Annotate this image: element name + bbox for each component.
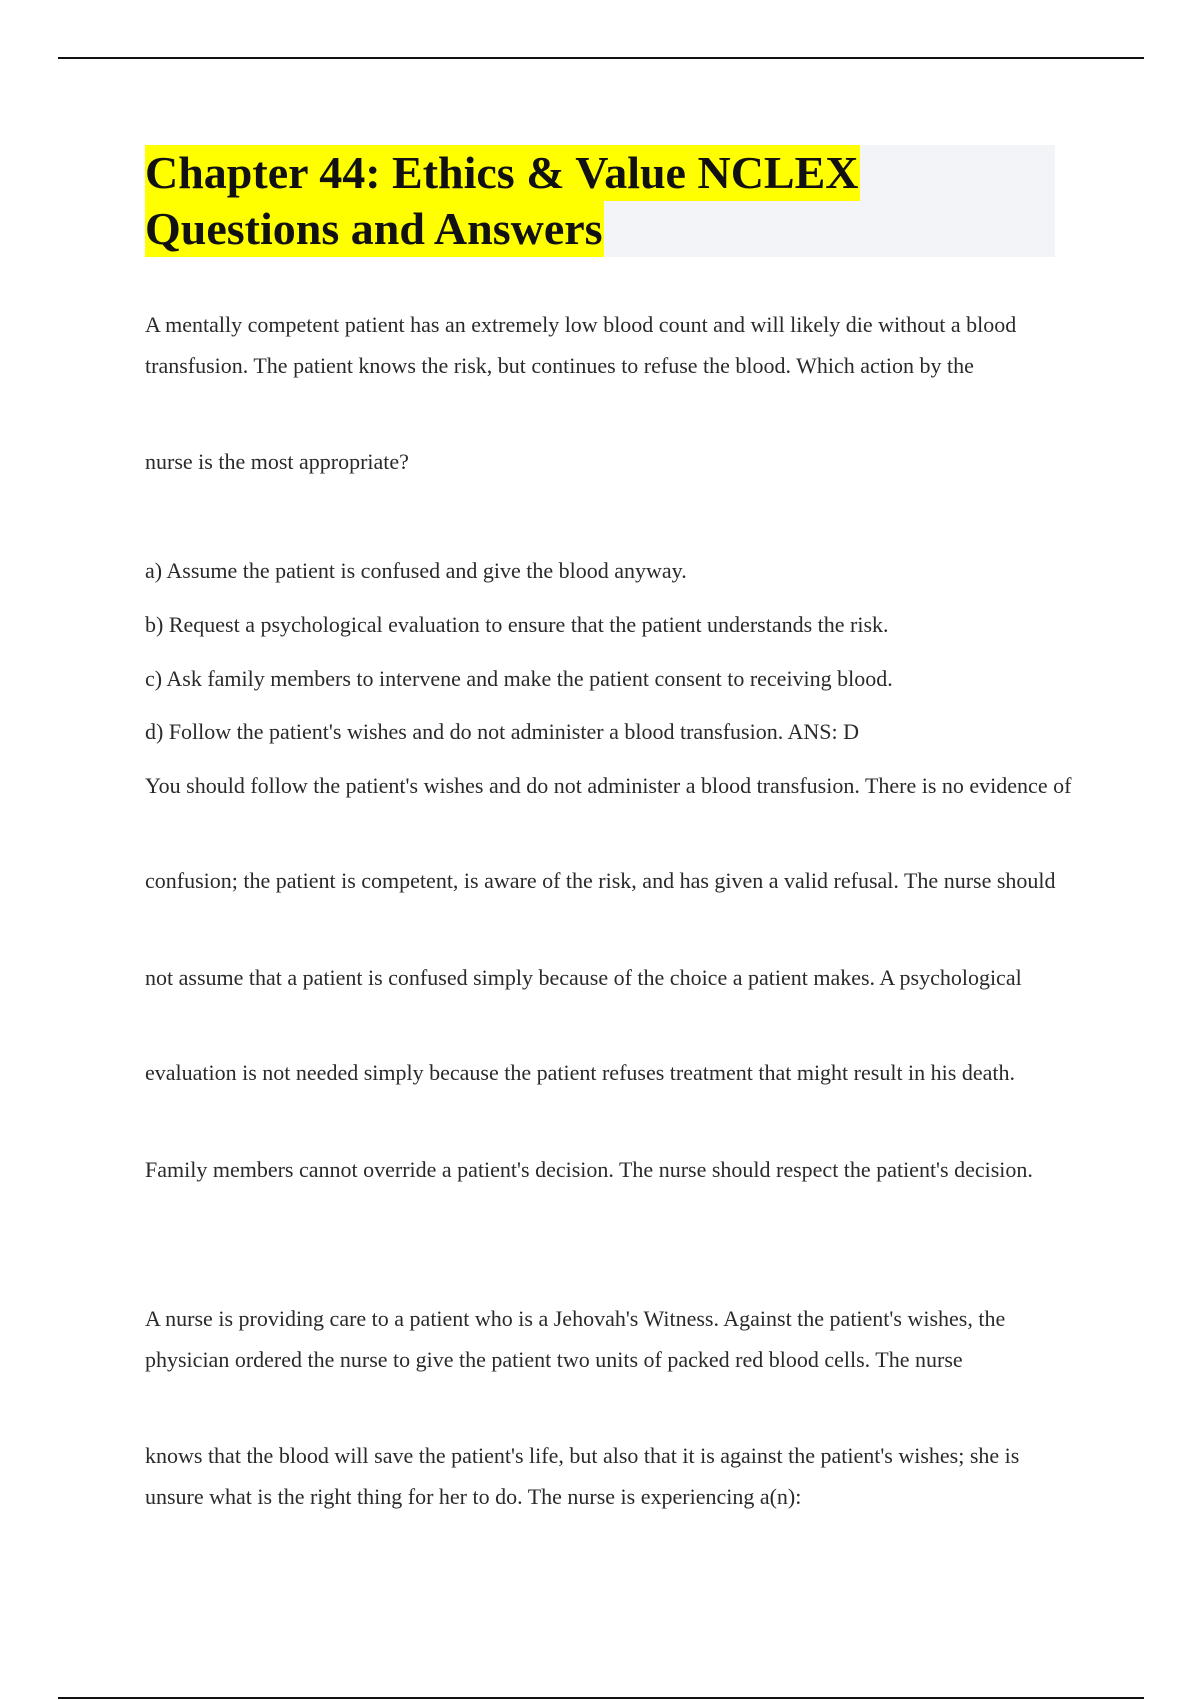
question-1-option-a: a) Assume the patient is confused and give the blood anyway. [145, 558, 687, 583]
question-2-stem-continued: knows that the blood will save the patient's life, but also that it is against the patient's wishes; she is unsure what is the right thing for her to do. The nurse is experiencing a(n): [145, 1443, 1020, 1509]
bottom-rule [58, 1697, 1144, 1699]
top-rule [58, 57, 1144, 59]
document-title [145, 145, 1055, 257]
rationale-paragraph-5: Family members cannot override a patient's decision. The nurse should respect the patient's decision. [145, 1157, 1033, 1182]
question-2-stem: A nurse is providing care to a patient who is a Jehovah's Witness. Against the patient's wishes, the physician ordered the nurse to give the patient two units of packed red blood cells. The nurse [145, 1306, 1006, 1372]
question-1-option-d-answer: d) Follow the patient's wishes and do not administer a blood transfusion. ANS: D [145, 719, 860, 744]
title-line-2: Questions and Answers [145, 201, 604, 257]
title-line-1: Chapter 44: Ethics & Value NCLEX [145, 145, 860, 201]
rationale-paragraph-1: You should follow the patient's wishes and do not administer a blood transfusion. There is no evidence of [145, 773, 1072, 798]
question-1-option-b: b) Request a psychological evaluation to ensure that the patient understands the risk. [145, 612, 889, 637]
rationale-paragraph-4: evaluation is not needed simply because the patient refuses treatment that might result in his death. [145, 1060, 1015, 1085]
question-1-option-c: c) Ask family members to intervene and make the patient consent to receiving blood. [145, 666, 893, 691]
question-1-stem: A mentally competent patient has an extremely low blood count and will likely die without a blood transfusion. The patient knows the risk, but continues to refuse the blood. Which action by the [145, 312, 1017, 378]
question-1-stem-continued: nurse is the most appropriate? [145, 449, 409, 474]
rationale-paragraph-2: confusion; the patient is competent, is aware of the risk, and has given a valid refusal. The nurse should [145, 868, 1056, 893]
rationale-paragraph-3: not assume that a patient is confused simply because of the choice a patient makes. A psychological [145, 965, 1022, 990]
